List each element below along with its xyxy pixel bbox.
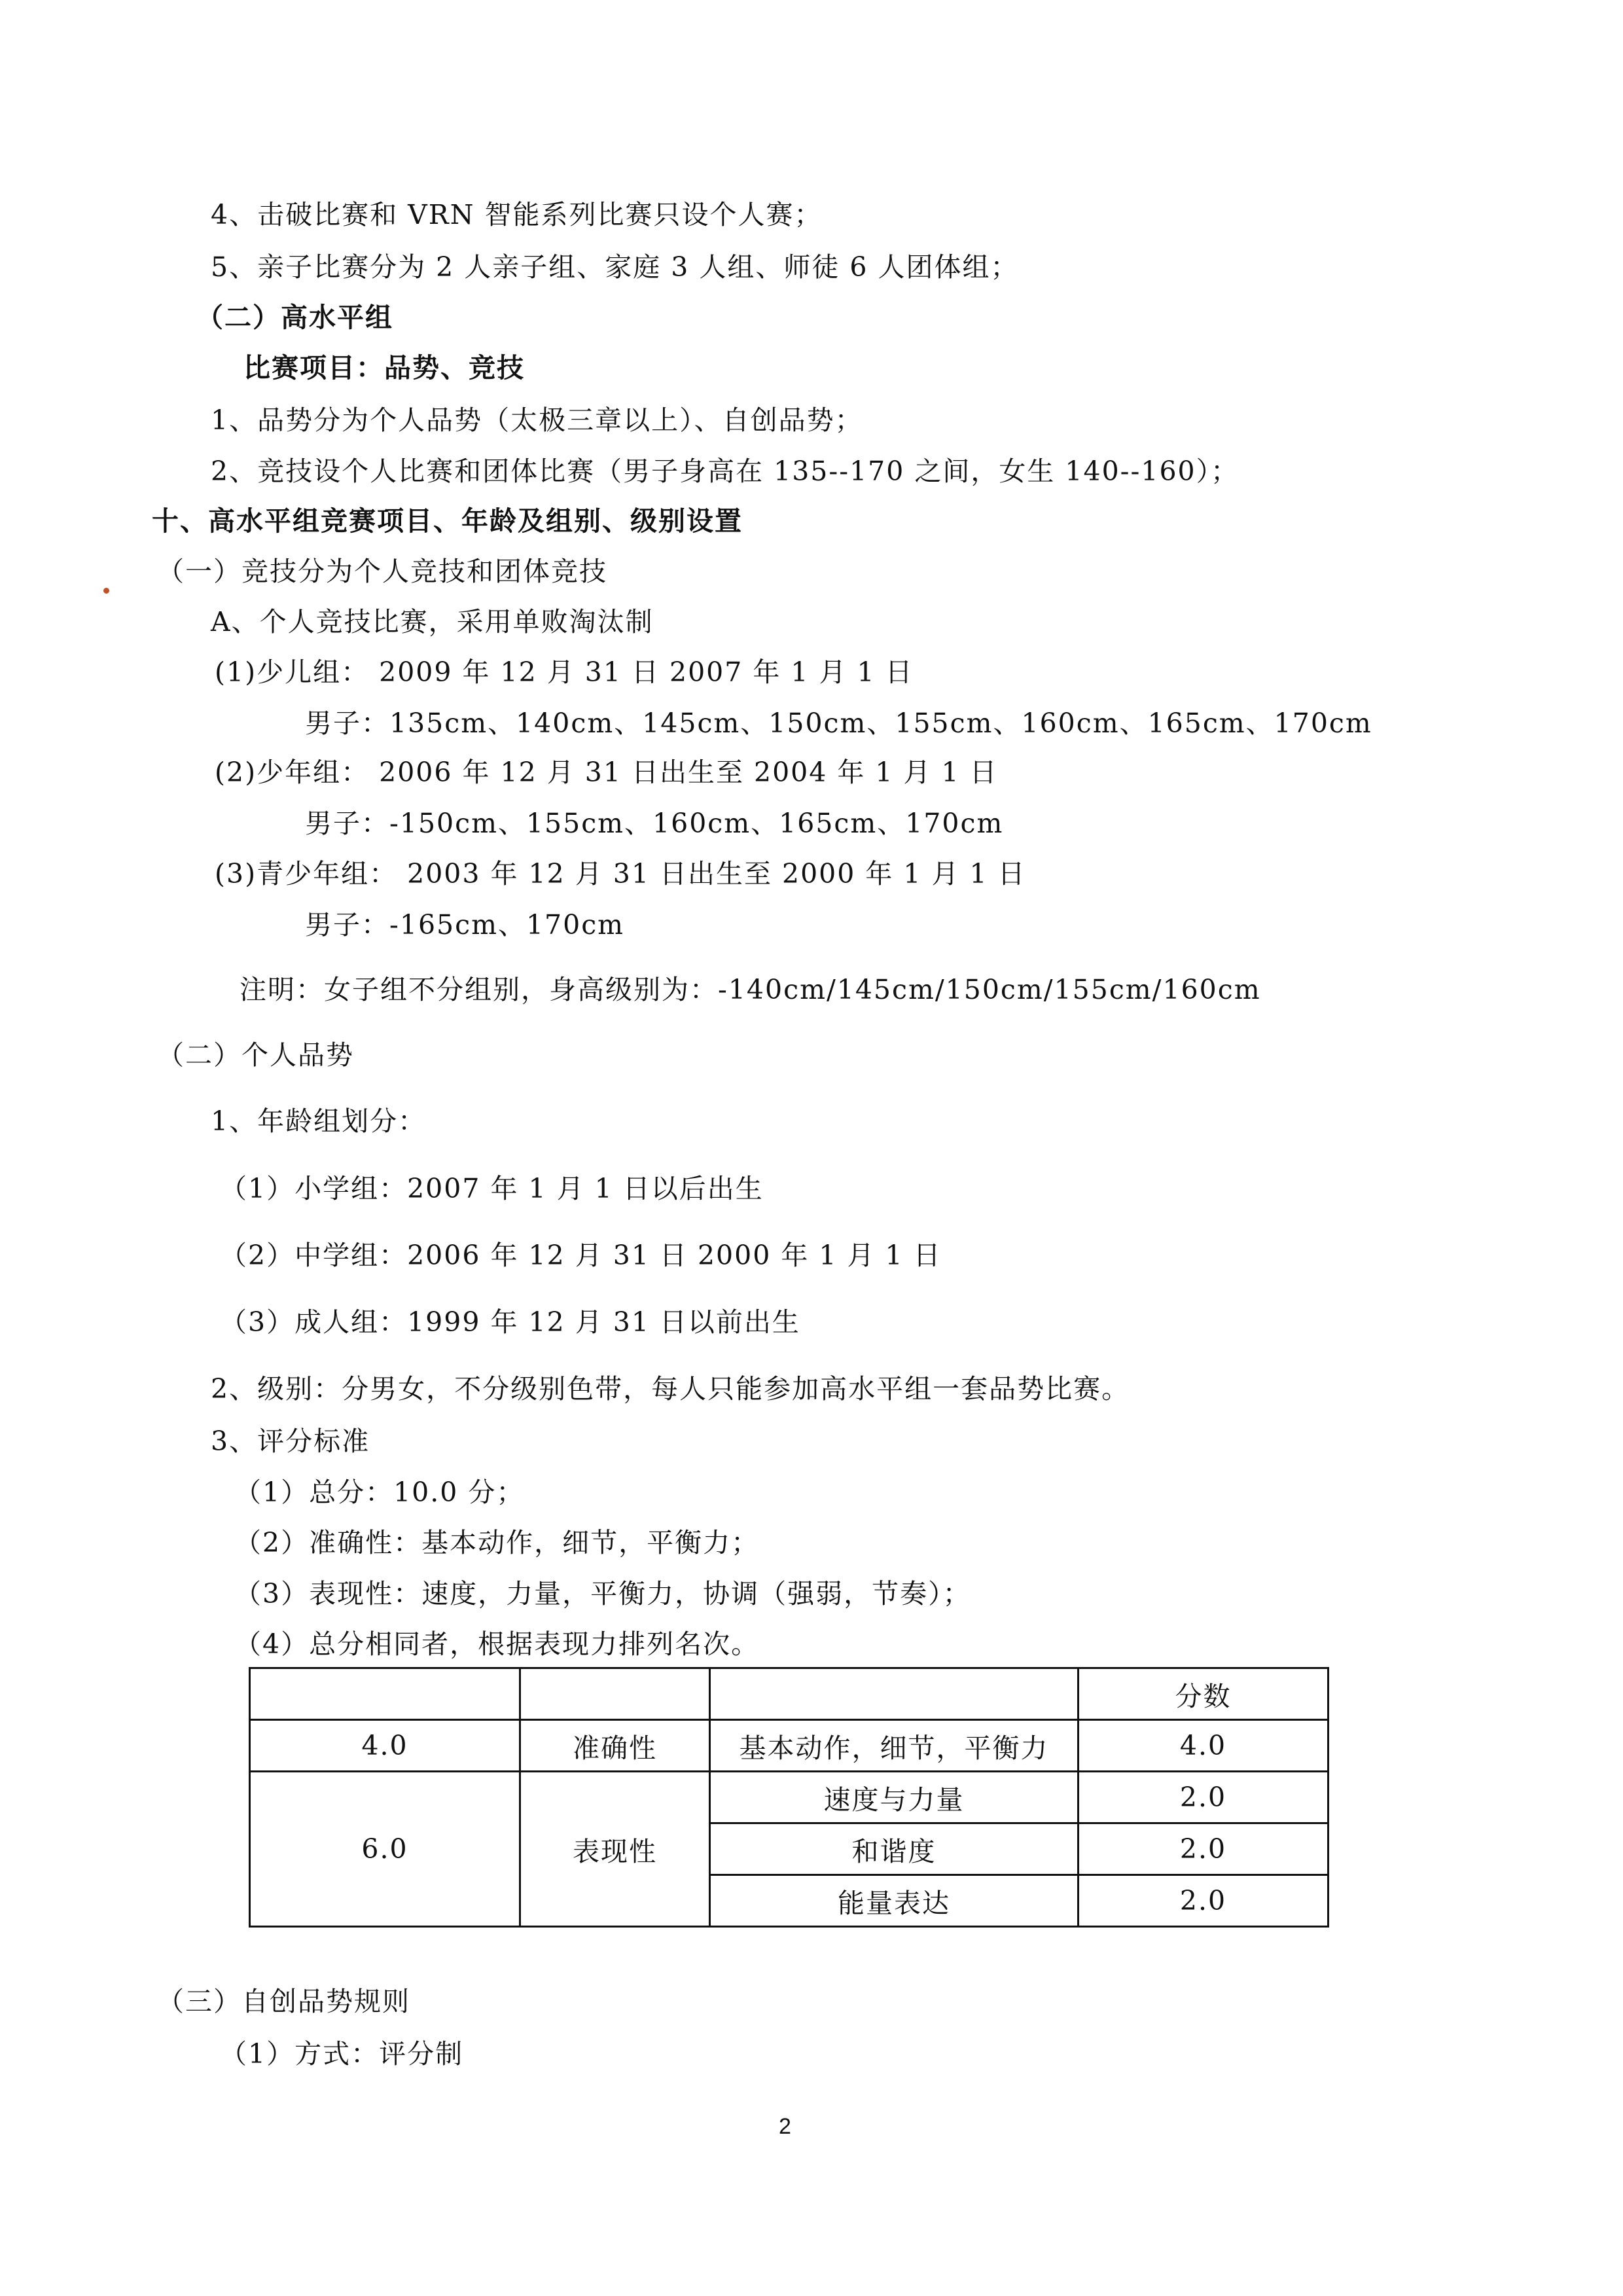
scan-speck <box>103 588 109 594</box>
expression-score: 2.0 <box>1079 1772 1329 1823</box>
text-line-19: （1）小学组：2007 年 1 月 1 日以后出生 <box>220 1173 764 1204</box>
note-line: 注明：女子组不分组别，身高级别为：-140cm/145cm/150cm/155cm/160cm <box>240 974 1261 1005</box>
accuracy-total: 4.0 <box>250 1720 520 1772</box>
table-header-row <box>250 1668 1329 1720</box>
expression-item: 速度与力量 <box>710 1772 1079 1823</box>
table-row-accuracy <box>250 1720 1329 1772</box>
text-line-29: （1）方式：评分制 <box>220 2038 464 2070</box>
text-line-23: 3、评分标准 <box>211 1426 370 1457</box>
text-line-2: 5、亲子比赛分为 2 人亲子组、家庭 3 人组、师徒 6 人团体组； <box>211 251 1019 283</box>
text-line-1: 4、击破比赛和 VRN 智能系列比赛只设个人赛； <box>211 199 823 230</box>
text-line-9: A、个人竞技比赛，采用单败淘汰制 <box>211 606 654 637</box>
scoring-table <box>249 1667 1329 1928</box>
accuracy-category: 准确性 <box>520 1720 710 1772</box>
page-number: 2 <box>779 2114 791 2139</box>
text-line-25: （2）准确性：基本动作，细节，平衡力； <box>234 1527 760 1558</box>
chapter-heading-ten: 十、高水平组竞赛项目、年龄及组别、级别设置 <box>152 505 743 537</box>
text-line-8: （一）竞技分为个人竞技和团体竞技 <box>157 556 607 587</box>
table-header-score: 分数 <box>1079 1668 1329 1720</box>
text-line-10: (1)少儿组： 2009 年 12 月 31 日 2007 年 1 月 1 日 <box>215 656 914 688</box>
subheading-events: 比赛项目：品势、竞技 <box>243 352 525 384</box>
table-row-expression-1 <box>250 1772 1329 1823</box>
accuracy-item: 基本动作，细节，平衡力 <box>710 1720 1079 1772</box>
text-line-18: 1、年龄组划分： <box>211 1105 427 1137</box>
expression-category: 表现性 <box>520 1772 710 1927</box>
expression-score: 2.0 <box>1079 1875 1329 1927</box>
table-header-cell <box>250 1668 520 1720</box>
text-line-15: 男子：-165cm、170cm <box>305 909 625 941</box>
text-line-12: (2)少年组： 2006 年 12 月 31 日出生至 2004 年 1 月 1 日 <box>215 757 998 788</box>
text-line-20: （2）中学组：2006 年 12 月 31 日 2000 年 1 月 1 日 <box>220 1240 942 1271</box>
table-header-cell <box>520 1668 710 1720</box>
text-line-26: （3）表现性：速度，力量，平衡力，协调（强弱，节奏）； <box>234 1578 971 1609</box>
expression-item: 能量表达 <box>710 1875 1079 1927</box>
accuracy-score: 4.0 <box>1079 1720 1329 1772</box>
expression-item: 和谐度 <box>710 1823 1079 1875</box>
table-header-cell <box>710 1668 1079 1720</box>
text-line-6: 2、竞技设个人比赛和团体比赛（男子身高在 135--170 之间，女生 140--160）； <box>211 456 1240 487</box>
expression-total: 6.0 <box>250 1772 520 1927</box>
expression-score: 2.0 <box>1079 1823 1329 1875</box>
text-line-22: 2、级别：分男女，不分级别色带，每人只能参加高水平组一套品势比赛。 <box>211 1373 1130 1405</box>
text-line-27: （4）总分相同者，根据表现力排列名次。 <box>234 1628 760 1660</box>
text-line-24: （1）总分：10.0 分； <box>234 1477 525 1508</box>
text-line-28: （三）自创品势规则 <box>157 1986 410 2017</box>
text-line-17: （二）个人品势 <box>157 1039 354 1071</box>
text-line-13: 男子：-150cm、155cm、160cm、165cm、170cm <box>305 808 1004 839</box>
text-line-5: 1、品势分为个人品势（太极三章以上）、自创品势； <box>211 404 863 436</box>
text-line-14: (3)青少年组： 2003 年 12 月 31 日出生至 2000 年 1 月 1 日 <box>215 858 1026 889</box>
text-line-21: （3）成人组：1999 年 12 月 31 日以前出生 <box>220 1306 800 1338</box>
section-heading-high-level: （二）高水平组 <box>196 302 393 333</box>
text-line-11: 男子：135cm、140cm、145cm、150cm、155cm、160cm、165cm、170cm <box>305 708 1372 739</box>
